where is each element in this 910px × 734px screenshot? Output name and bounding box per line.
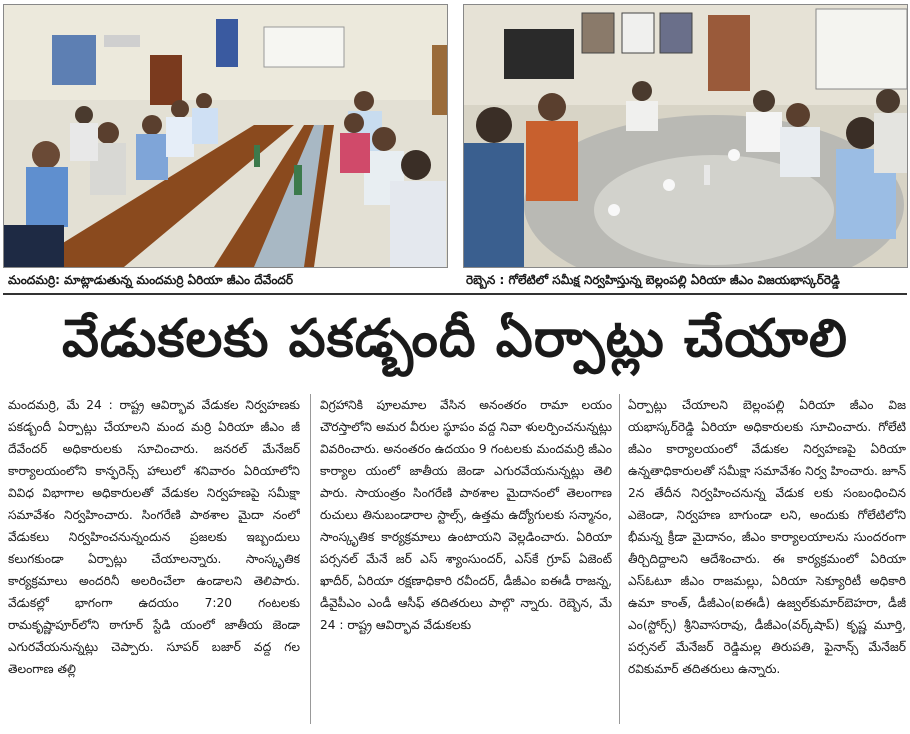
photo-caption-left: మందమర్రి: మాట్లాడుతున్న మందమర్రి ఏరియా జీఎం దేవేందర్ <box>8 273 293 287</box>
photo-mandamarri-meeting <box>3 4 448 268</box>
divider-rule <box>3 293 907 295</box>
column-divider <box>310 394 311 724</box>
article-column-2: విగ్రహానికి పూలమాల వేసిన అనంతరం రామా లయం చౌరస్తాలోని అమర వీరుల స్థూపం వద్ద నివా ళులర్పించనున్నట్లు వివరించారు. అనంతరం ఉదయం 9 గంటలకు మందమర్రి జీఎం కార్యాల యంలో జాతీయ జెండా ఎగురవేయనున్నట్లు తెలి పారు. సాయంత్రం సింగరేణి పాఠశాల మైదానంలో తెలంగాణ రుచులు తినుబండారాల స్టాల్స్, ఉత్తమ ఉద్యోగులకు సన్మానం, సాంస్కృతిక కార్యక్రమాలు ఉంటాయని వెల్లడించారు. ఏరియా పర్సనల్ మేనే జర్ ఎస్ శ్యాంసుందర్, ఎస్‌కే గ్రూప్ ఏజెంట్ ఖాదీర్, ఏరియా రక్షణాధికారి రవీందర్, డీజీఎం ఐఈడీ రాజన్న, డీవైపీఎం ఎండీ ఆసీఫ్ తదితరులు పాల్గొ న్నారు. రెబ్బెన, మే 24 : రాష్ట్ర ఆవిర్భావ వేడుకలకు <box>320 398 612 632</box>
photo-goleti-review <box>463 4 908 268</box>
article-column-1: మందమర్రి, మే 24 : రాష్ట్ర ఆవిర్భావ వేడుకల నిర్వహణకు పకడ్బందీ ఏర్పాట్లు చేయాలని మంద మర్రి ఏరియా జీఎం జీ దేవేందర్ అధికారులకు సూచించారు. జనరల్ మేనేజర్ కార్యాలయంలోని కాన్ఫరెన్స్ హాలులో శనివారం ఏరియాలోని వివిధ విభాగాల అధికారులతో వేడుకల నిర్వహణపై సమీక్షా సమావేశం నిర్వహించారు. సింగరేణి పాఠశాల మైదా నంలో వేడుకలు నిర్వహించనున్నందున ప్రజలకు ఇబ్బందులు కలుగకుండా ఏర్పాట్లు చేయాలన్నారు. సాంస్కృతిక కార్యక్రమాలు అందరినీ అలరించేలా ఉండాలని తెలిపారు. వేడుకల్లో భాగంగా ఉదయం 7:20 గంటలకు రామకృష్ణాపూర్‌లోని ఠాగూర్ స్టేడి యంలో జాతీయ జెండా ఎగురవేయనున్నట్లు చెప్పారు. సూపర్ బజార్ వద్ద గల తెలంగాణ తల్లి <box>8 398 300 676</box>
headline: వేడుకలకు పకడ్బందీ ఏర్పాట్లు చేయాలి <box>61 309 849 369</box>
photo-caption-right: రెబ్బెన : గోలేటిలో సమీక్ష నిర్వహిస్తున్న బెల్లంపల్లి ఏరియా జీఎం విజయభాస్కర్‌రెడ్డి <box>466 273 840 287</box>
column-divider <box>619 394 620 724</box>
article-column-3: ఏర్పాట్లు చేయాలని బెల్లంపల్లి ఏరియా జీఎం విజ యభాస్కర్‌రెడ్డి ఏరియా అధికారులకు సూచించారు. గోలేటి జీఎం కార్యాలయంలో వేడుకల నిర్వహణపై ఏరియా ఉన్నతాధికారులతో సమీక్షా సమావేశం నిర్వ హించారు. జూన్ 2న తేదీన నిర్వహించనున్న వేడుక లకు సంబంధించిన ఎజెండా, నిర్వహణ బాగుండా లని, అందుకు గోలేటిలోని భీమన్న క్రీడా మైదానం, జీఎం కార్యాలయాలను సుందరంగా తీర్చిదిద్దాలని ఆదేశించారు. ఈ కార్యక్రమంలో ఏరియా ఎస్‌ఓటూ జీఎం రాజమల్లు, ఏరియా సెక్యూరిటీ అధికారి ఉమా కాంత్, డీజీఎం(ఐఈడీ) ఉజ్వల్‌కుమార్‌బెహరా, డీజీ ఎం(స్టోర్స్) శ్రీనివాసరావు, డీజీఎం(వర్క్‌షాప్) కృష్ణ మూర్తి, పర్సనల్ మేనేజర్ రెడ్డిమల్ల తిరుపతి, ఫైనాన్స్ మేనేజర్ రవికుమార్ తదితరులు ఉన్నారు. <box>628 398 906 676</box>
meeting-hall-image <box>4 5 447 267</box>
review-meeting-image <box>464 5 907 267</box>
